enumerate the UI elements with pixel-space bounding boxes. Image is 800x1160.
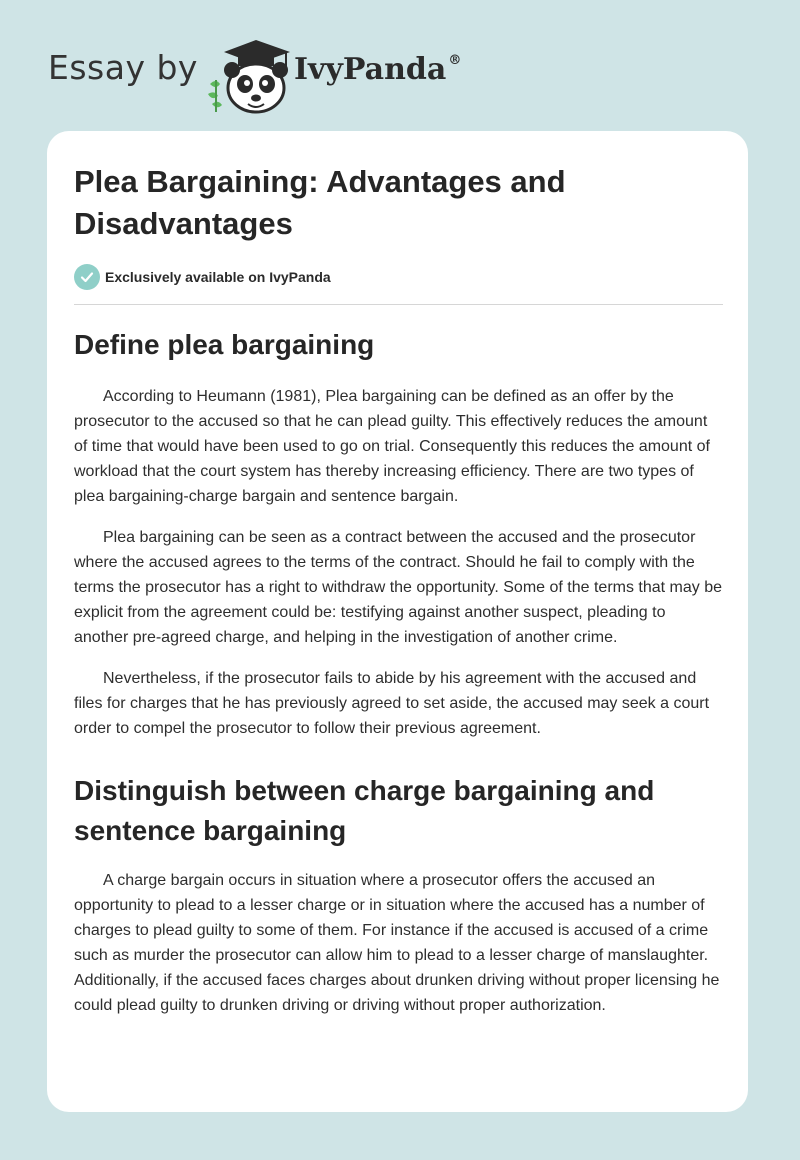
- brand-text: IvyPanda: [294, 52, 447, 87]
- exclusive-badge: [74, 264, 724, 290]
- divider: [74, 304, 723, 305]
- essay-content: [74, 161, 724, 1018]
- site-header: [48, 28, 508, 118]
- paragraph: According to Heumann (1981), Plea bargaining can be defined as an offer by the prosecutor to the accused so that he can plead guilty. This effectively reduces the amount of time that would have been used to go on trial. Consequently this reduces the amount of workload that the court system has thereby increasing efficiency. There are two types of plea bargaining-charge bargain and sentence bargain.: [74, 388, 710, 505]
- brand-name[interactable]: [294, 52, 461, 87]
- paragraph: Plea bargaining can be seen as a contract between the accused and the prosecutor where the accused agrees to the terms of the contract. Should he fail to comply with the terms the prosecutor has a right to withdraw the opportunity. Some of the terms that may be explicit from the agreement could be: testifying against another suspect, pleading to another pre-agreed charge, and helping in the investigation of another crime.: [74, 529, 723, 646]
- trademark-symbol: ®: [448, 53, 462, 68]
- paragraph: A charge bargain occurs in situation where a prosecutor offers the accused an opportunity to plead to a lesser charge or in situation where the accused has a number of charges to plead guilty to some of them. For instance if the accused is accused of a crime such as murder the prosecutor can allow him to plead to a lesser charge of manslaughter. Additionally, if the accused faces charges about drunken driving without proper licensing he could plead guilty to drunken driving or driving without proper authorization.: [74, 872, 720, 1014]
- section-heading: Distinguish between charge bargaining and sentence bargaining: [74, 775, 655, 846]
- check-circle-icon: [74, 264, 100, 290]
- essay-card: [47, 131, 748, 1112]
- panda-graduate-icon[interactable]: [202, 34, 294, 114]
- essay-by-label: Essay by: [48, 48, 198, 87]
- page-title: Plea Bargaining: Advantages and Disadvantages: [74, 164, 566, 241]
- exclusive-label: Exclusively available on IvyPanda: [105, 269, 331, 285]
- section-heading: Define plea bargaining: [74, 329, 375, 360]
- paragraph: Nevertheless, if the prosecutor fails to abide by his agreement with the accused and files for charges that he has previously agreed to set aside, the accused may seek a court order to compel the prosecutor to follow their previous agreement.: [74, 670, 710, 737]
